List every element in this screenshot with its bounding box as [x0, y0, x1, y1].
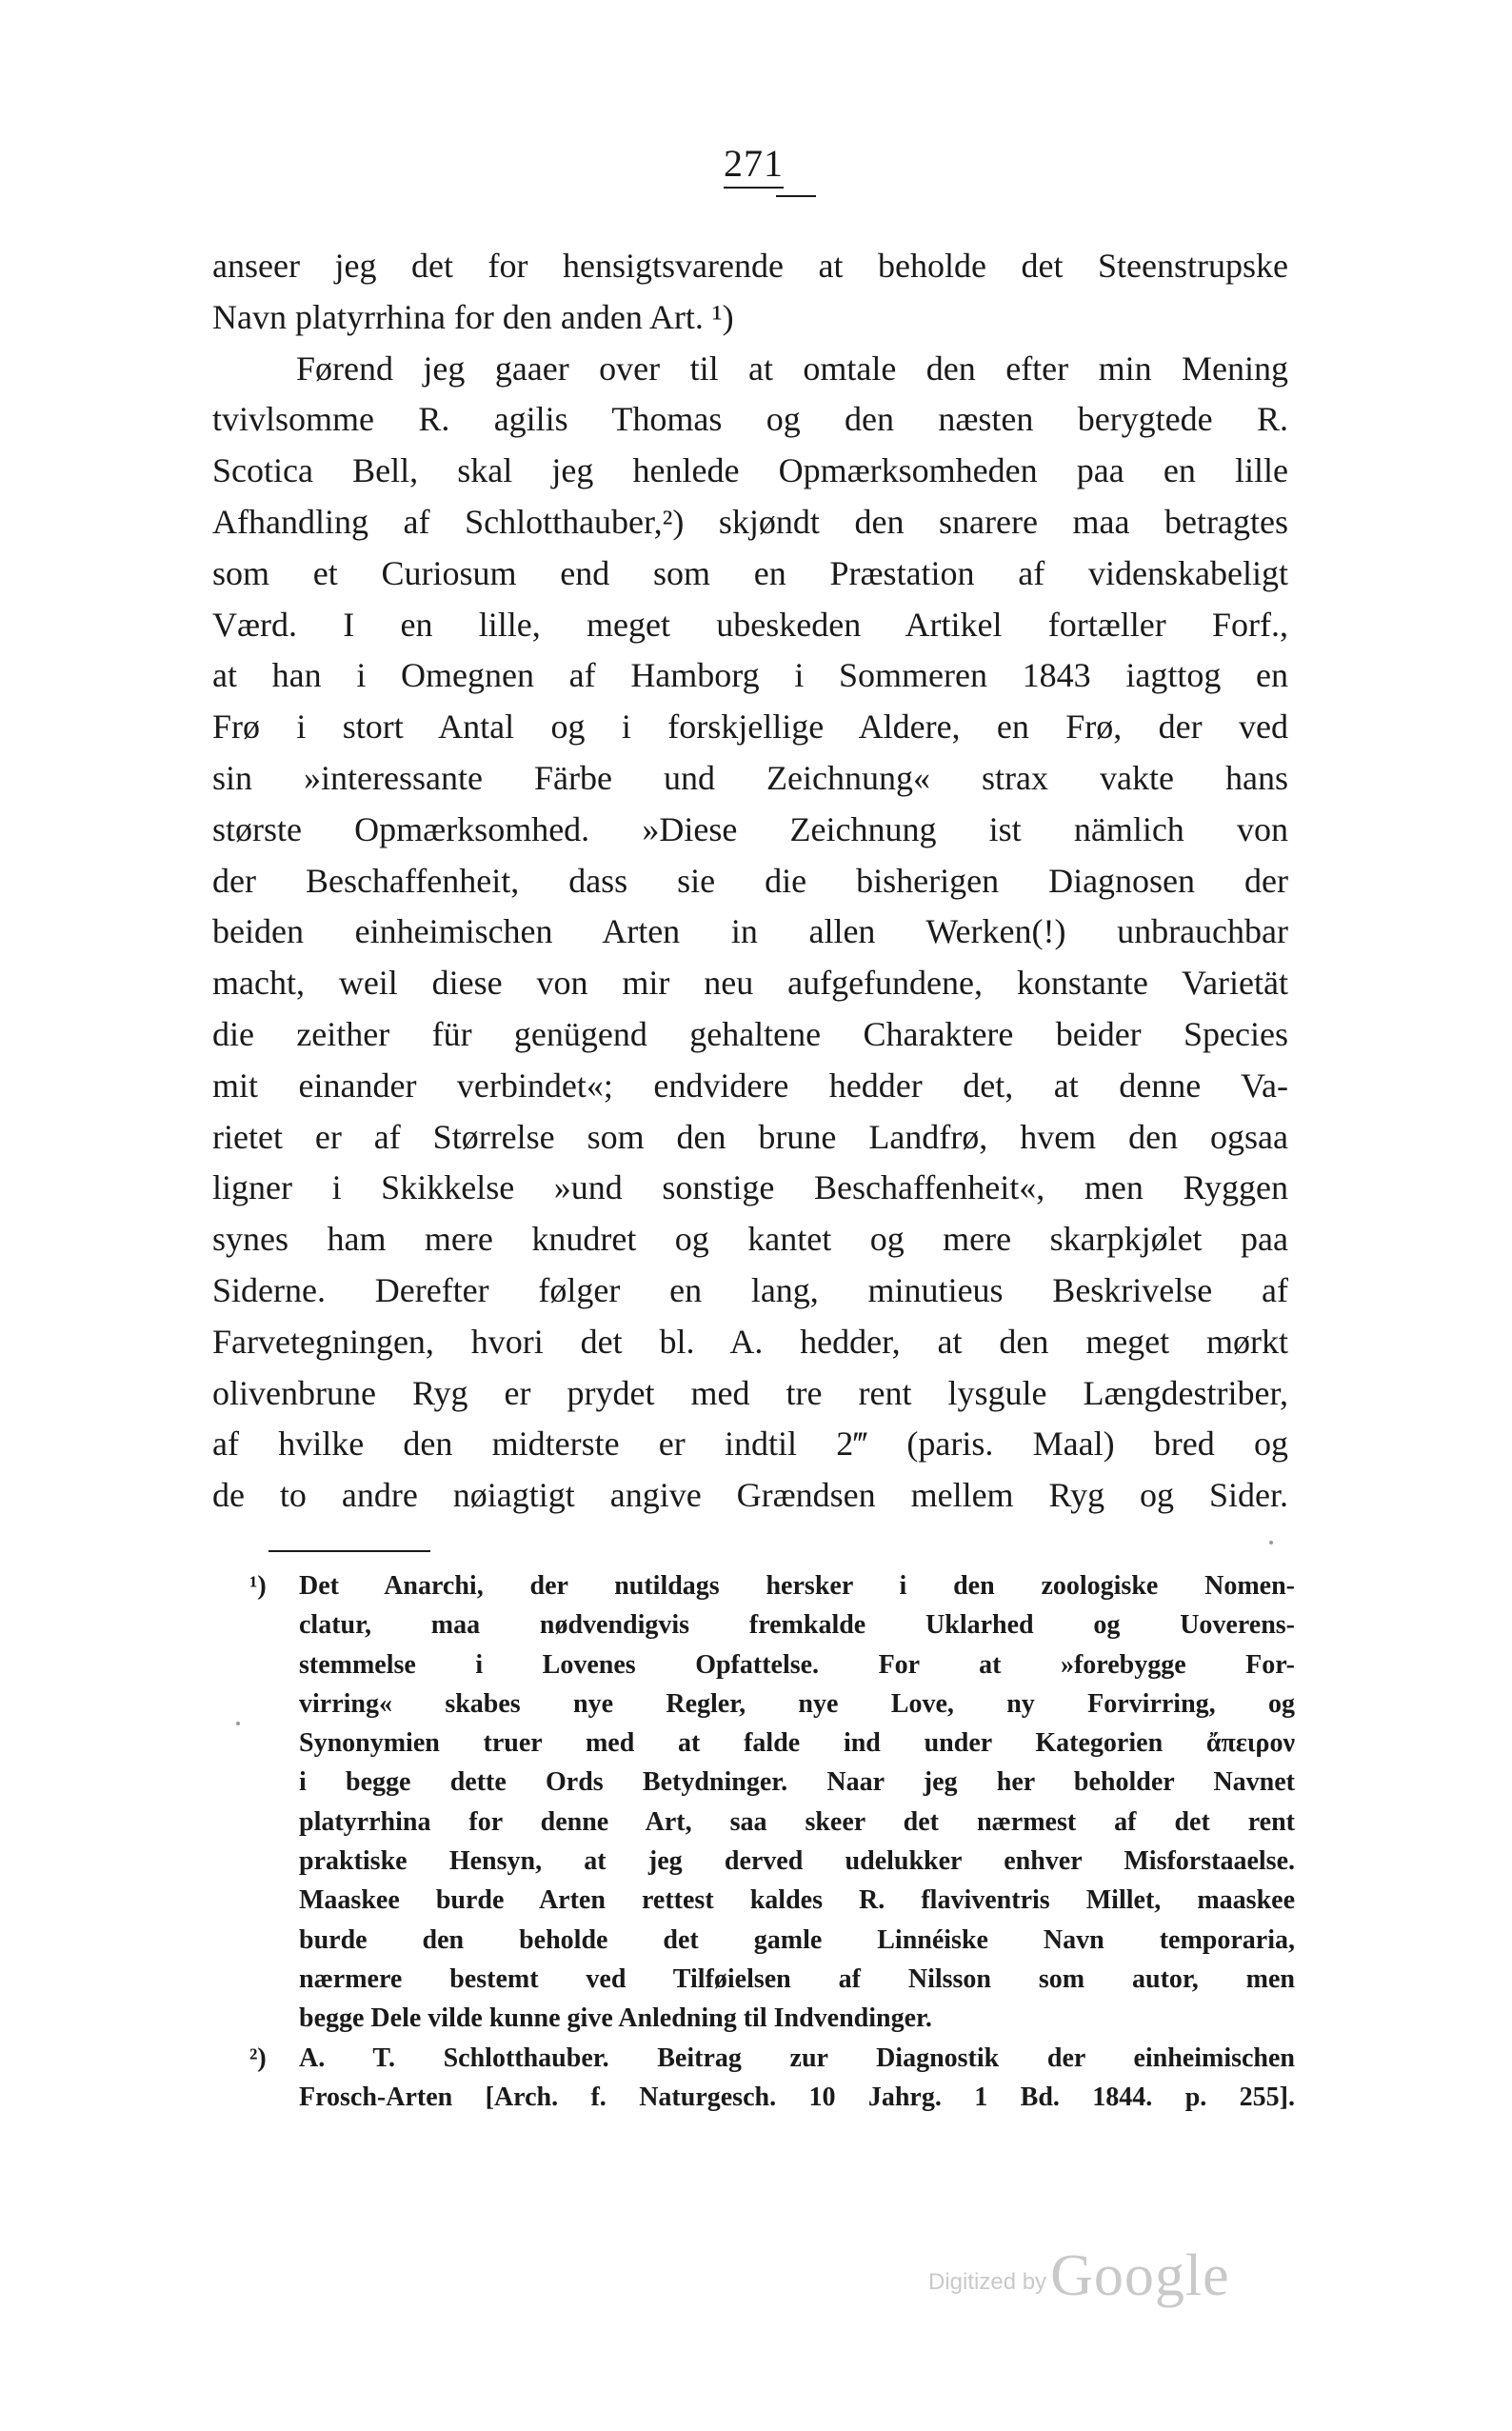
text-line: Farvetegningen, hvori det bl. A. hedder, at den meget mørkt: [212, 1322, 1288, 1361]
page-number-rule: [776, 195, 816, 197]
text-line: som et Curiosum end som en Præstation af videnskabeligt: [212, 553, 1288, 592]
footnote-line: clatur, maa nødvendigvis fremkalde Uklarhed og Uoverens-: [299, 1610, 1295, 1641]
text-line: macht, weil diese von mir neu aufgefundene, konstante Varietät: [212, 964, 1288, 1003]
footnotes: [249, 1566, 1295, 2117]
footnote-line: Synonymien truer med at falde ind under Kategorien ἄπειρον: [299, 1728, 1295, 1759]
text-line: tvivlsomme R. agilis Thomas og den næsten berygtede R.: [212, 400, 1288, 439]
text-line: Værd. I en lille, meget ubeskeden Artikel fortæller Forf.,: [212, 605, 1288, 644]
footnote-1: [249, 1566, 1295, 1605]
text-line: største Opmærksomhed. »Diese Zeichnung ist nämlich von: [212, 809, 1288, 848]
text-line: Scotica Bell, skal jeg henlede Opmærksomheden paa en lille: [212, 451, 1288, 490]
text-line: at han i Omegnen af Hamborg i Sommeren 1843 iagttog en: [212, 656, 1288, 695]
text-line: Frø i stort Antal og i forskjellige Aldere, en Frø, der ved: [212, 707, 1288, 747]
footnote-separator: [269, 1550, 430, 1552]
footnote-line: Maaskee burde Arten rettest kaldes R. flaviventris Millet, maaskee: [299, 1885, 1295, 1916]
text-line: Afhandling af Schlotthauber,²) skjøndt den snarere maa betragtes: [212, 502, 1288, 541]
text-line: synes ham mere knudret og kantet og mere skarpkjølet paa: [212, 1220, 1288, 1259]
text-line: die zeither für genügend gehaltene Charaktere beider Species: [212, 1014, 1288, 1053]
footnote-line: stemmelse i Lovenes Opfattelse. For at »forebygge For-: [299, 1649, 1295, 1680]
footnote-marker: ¹): [249, 1571, 267, 1601]
watermark-prefix: Digitized by: [928, 2269, 1047, 2295]
digitized-watermark: [928, 2242, 1230, 2310]
print-speck: [236, 1722, 240, 1725]
text-line: mit einander verbindet«; endvidere hedder det, at denne Va-: [212, 1066, 1288, 1105]
text-line: Navn platyrrhina for den anden Art. ¹): [212, 297, 734, 336]
footnote-2: [249, 2039, 1295, 2078]
print-speck: [1269, 1541, 1273, 1544]
text-line: der Beschaffenheit, dass sie die bisherigen Diagnosen der: [212, 861, 1288, 900]
footnote-line: Det Anarchi, der nutildags hersker i den zoologiske Nomen-: [299, 1571, 1295, 1601]
footnote-line: praktiske Hensyn, at jeg derved udelukker enhver Misforstaaelse.: [299, 1846, 1295, 1877]
footnote-line: platyrrhina for denne Art, saa skeer det nærmest af det rent: [299, 1806, 1295, 1837]
text-line: Siderne. Derefter følger en lang, minutieus Beskrivelse af: [212, 1270, 1288, 1309]
text-line: de to andre nøiagtigt angive Grændsen mellem Ryg og Sider.: [212, 1476, 1288, 1515]
footnote-line: A. T. Schlotthauber. Beitrag zur Diagnostik der einheimischen: [299, 2042, 1295, 2073]
footnote-marker: ²): [249, 2042, 267, 2073]
text-line: ligner i Skikkelse »und sonstige Beschaffenheit«, men Ryggen: [212, 1168, 1288, 1207]
text-line: Førend jeg gaaer over til at omtale den efter min Mening: [296, 349, 1288, 388]
page-number: 271: [724, 143, 784, 189]
google-logo-text: Google: [1050, 2243, 1230, 2308]
text-line: af hvilke den midterste er indtil 2‴ (paris. Maal) bred og: [212, 1425, 1288, 1464]
footnote-line: Frosch-Arten [Arch. f. Naturgesch. 10 Jahrg. 1 Bd. 1844. p. 255].: [299, 2082, 1295, 2112]
footnote-line: nærmere bestemt ved Tilføielsen af Nilsson som autor, men: [299, 1963, 1295, 1994]
footnote-line: i begge dette Ords Betydninger. Naar jeg her beholder Navnet: [299, 1767, 1295, 1798]
text-line: anseer jeg det for hensigtsvarende at beholde det Steenstrupske: [212, 247, 1288, 285]
footnote-line: virring« skabes nye Regler, nye Love, ny Forvirring, og: [299, 1688, 1295, 1719]
body-text: [212, 241, 1288, 1522]
footnote-line: burde den beholde det gamle Linnéiske Navn temporaria,: [299, 1924, 1295, 1955]
text-line: sin »interessante Färbe und Zeichnung« strax vakte hans: [212, 758, 1288, 797]
text-line: beiden einheimischen Arten in allen Werken(!) unbrauchbar: [212, 912, 1288, 951]
footnote-line: begge Dele vilde kunne give Anledning til Indvendinger.: [299, 2003, 932, 2034]
text-line: rietet er af Størrelse som den brune Landfrø, hvem den ogsaa: [212, 1117, 1288, 1156]
text-line: olivenbrune Ryg er prydet med tre rent lysgule Længdestriber,: [212, 1373, 1288, 1412]
